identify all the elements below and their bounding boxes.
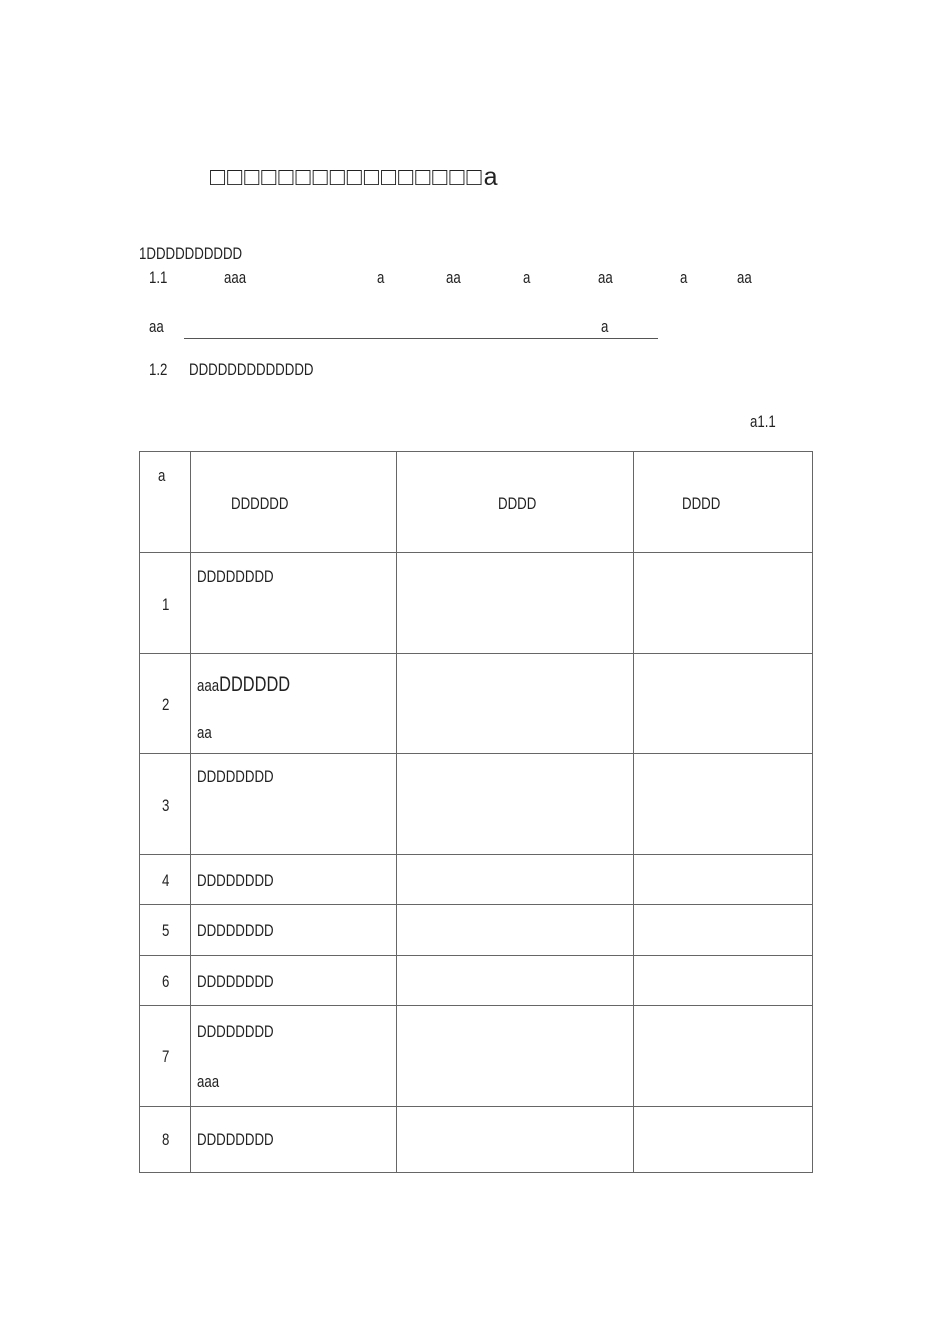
fill-line-mid-label: a bbox=[601, 317, 609, 336]
section-1-heading: 1DDDDDDDDDD bbox=[139, 244, 243, 263]
item-text: DDDDDD bbox=[219, 673, 291, 696]
item-text: DDDDDDDD bbox=[197, 567, 274, 586]
item-prefix: aaa bbox=[197, 676, 220, 695]
table-row bbox=[140, 855, 813, 905]
table-header-row bbox=[140, 452, 813, 553]
row-number: 4 bbox=[162, 871, 170, 890]
header-cell bbox=[397, 452, 634, 553]
table-row bbox=[140, 654, 813, 754]
empty-cell bbox=[634, 553, 813, 654]
row-number: 6 bbox=[162, 972, 170, 991]
table-row bbox=[140, 754, 813, 855]
empty-cell bbox=[634, 855, 813, 905]
row-number: 1 bbox=[162, 595, 170, 614]
header-number-label: a bbox=[158, 466, 166, 485]
header-cell bbox=[634, 452, 813, 553]
header-cell bbox=[140, 452, 191, 553]
row-number: 3 bbox=[162, 796, 170, 815]
item-subtext: aaa bbox=[197, 1072, 220, 1091]
data-table bbox=[139, 451, 813, 1173]
header-label: DDDD bbox=[498, 494, 537, 513]
row-number-cell bbox=[140, 905, 191, 956]
empty-cell bbox=[634, 956, 813, 1006]
row-number-cell bbox=[140, 754, 191, 855]
item-text: DDDDDDDD bbox=[197, 767, 274, 786]
table-row bbox=[140, 553, 813, 654]
section-1-1-part: a bbox=[680, 268, 688, 287]
section-1-2-number: 1.2 bbox=[149, 360, 168, 379]
item-cell bbox=[191, 905, 397, 956]
item-text: DDDDDDDD bbox=[197, 1022, 274, 1041]
row-number: 8 bbox=[162, 1130, 170, 1149]
row-number-cell bbox=[140, 1006, 191, 1107]
item-cell bbox=[191, 1006, 397, 1107]
item-cell bbox=[191, 654, 397, 754]
row-number: 7 bbox=[162, 1047, 170, 1066]
fill-in-underline bbox=[184, 338, 658, 339]
table-row bbox=[140, 1006, 813, 1107]
empty-cell bbox=[397, 855, 634, 905]
empty-cell bbox=[634, 654, 813, 754]
empty-cell bbox=[634, 905, 813, 956]
item-text: DDDDDDDD bbox=[197, 871, 274, 890]
row-number: 2 bbox=[162, 695, 170, 714]
table-row bbox=[140, 905, 813, 956]
section-1-1-part: a bbox=[523, 268, 531, 287]
section-1-1-part: a bbox=[377, 268, 385, 287]
row-number-cell bbox=[140, 553, 191, 654]
table-row bbox=[140, 1107, 813, 1173]
item-subtext: aa bbox=[197, 723, 212, 742]
item-text: DDDDDDDD bbox=[197, 921, 274, 940]
empty-cell bbox=[634, 1006, 813, 1107]
header-label: DDDDDD bbox=[231, 494, 289, 513]
item-cell bbox=[191, 956, 397, 1006]
section-1-1-part: aa bbox=[737, 268, 752, 287]
row-number-cell bbox=[140, 956, 191, 1006]
row-number-cell bbox=[140, 654, 191, 754]
section-1-1-number: 1.1 bbox=[149, 268, 168, 287]
empty-cell bbox=[397, 1107, 634, 1173]
empty-cell bbox=[397, 905, 634, 956]
header-cell bbox=[191, 452, 397, 553]
item-cell bbox=[191, 553, 397, 654]
empty-cell bbox=[397, 1006, 634, 1107]
item-cell bbox=[191, 855, 397, 905]
header-label: DDDD bbox=[682, 494, 721, 513]
fill-line-label: aa bbox=[149, 317, 164, 336]
empty-cell bbox=[634, 754, 813, 855]
empty-cell bbox=[397, 553, 634, 654]
item-cell bbox=[191, 754, 397, 855]
empty-cell bbox=[397, 956, 634, 1006]
empty-cell bbox=[634, 1107, 813, 1173]
row-number-cell bbox=[140, 855, 191, 905]
item-text: DDDDDDDD bbox=[197, 1130, 274, 1149]
empty-cell bbox=[397, 754, 634, 855]
item-text: DDDDDDDD bbox=[197, 972, 274, 991]
table-caption: a1.1 bbox=[750, 412, 776, 431]
row-number-cell bbox=[140, 1107, 191, 1173]
section-1-1-part: aaa bbox=[224, 268, 247, 287]
section-1-1-part: aa bbox=[598, 268, 613, 287]
table-row bbox=[140, 956, 813, 1006]
item-text-prefix bbox=[197, 673, 290, 697]
section-1-2-heading: DDDDDDDDDDDDD bbox=[189, 360, 314, 379]
empty-cell bbox=[397, 654, 634, 754]
section-1-1-part: aa bbox=[446, 268, 461, 287]
row-number: 5 bbox=[162, 921, 170, 940]
page-title: □□□□□□□□□□□□□□□□a bbox=[210, 163, 500, 191]
item-cell bbox=[191, 1107, 397, 1173]
